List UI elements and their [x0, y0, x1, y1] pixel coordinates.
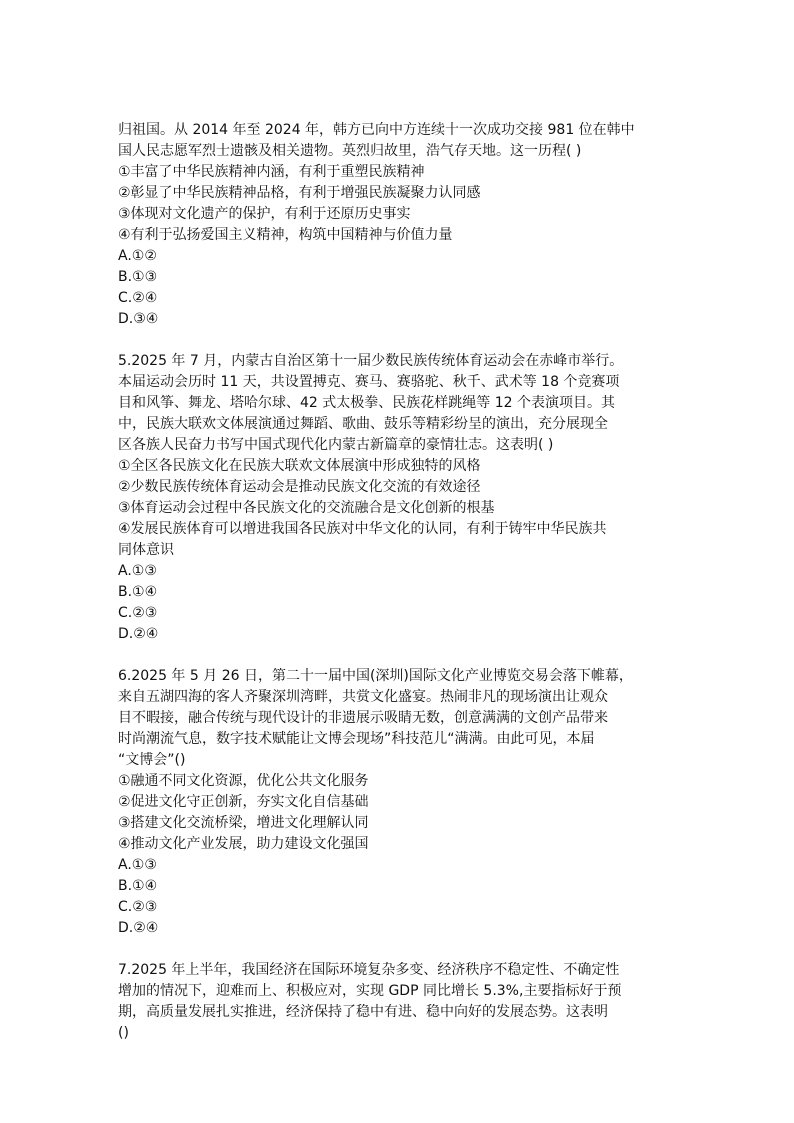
statement-1: ①丰富了中华民族精神内涵，有利于重塑民族精神	[118, 164, 425, 180]
statement-3: ③体现对文化遗产的保护，有利于还原历史事实	[118, 206, 411, 222]
question-stem-line: 归祖国。从 2014 年至 2024 年，韩方已向中方连续十一次成功交接 981 位在韩中	[118, 122, 635, 138]
statement-3: ③搭建文化交流桥梁，增进文化理解认同	[118, 815, 369, 831]
statement-2: ②促进文化守正创新，夯实文化自信基础	[118, 794, 369, 810]
question-stem-line: 本届运动会历时 11 天，共设置搏克、赛马、赛骆驼、秋千、武术等 18 个竞赛项	[118, 374, 620, 390]
question-6	[118, 666, 688, 939]
document-page	[118, 120, 688, 1065]
question-stem-line: 6.2025 年 5 月 26 日，第二十一届中国(深圳)国际文化产业博览交易会落下帷幕，	[118, 668, 633, 684]
question-7	[118, 960, 688, 1044]
option-c: C.②③	[118, 899, 158, 915]
question-stem-line: 期，高质量发展扎实推进，经济保持了稳中有进、稳中向好的发展态势。这表明	[118, 1004, 608, 1020]
question-5	[118, 351, 688, 645]
option-b: B.①④	[118, 878, 158, 894]
question-stem-line: “文博会”()	[118, 752, 186, 768]
option-b: B.①③	[118, 269, 158, 285]
question-stem-line: 来自五湖四海的客人齐聚深圳湾畔，共赏文化盛宴。热闹非凡的现场演出让观众	[118, 689, 608, 705]
option-c: C.②③	[118, 605, 158, 621]
question-stem-line: ()	[118, 1025, 129, 1041]
question-stem-line: 目和风筝、舞龙、塔哈尔球、42 式太极拳、民族花样跳绳等 12 个表演项目。其	[118, 395, 615, 411]
question-stem-line: 国人民志愿军烈士遗骸及相关遗物。英烈归故里，浩气存天地。这一历程( )	[118, 143, 582, 159]
statement-4: ④有利于弘扬爱国主义精神，构筑中国精神与价值力量	[118, 227, 453, 243]
option-c: C.②④	[118, 290, 158, 306]
statement-1: ①全区各民族文化在民族大联欢文体展演中形成独特的风格	[118, 458, 481, 474]
option-d: D.③④	[118, 311, 159, 327]
statement-4-continued: 同体意识	[118, 542, 174, 558]
option-a: A.①③	[118, 857, 157, 873]
question-stem-line: 时尚潮流气息，数字技术赋能让文博会现场”科技范儿“满满。由此可见，本届	[118, 731, 595, 747]
question-stem-line: 中，民族大联欢文体展演通过舞蹈、歌曲、鼓乐等精彩纷呈的演出，充分展现全	[118, 416, 608, 432]
option-d: D.②④	[118, 920, 159, 936]
statement-4: ④推动文化产业发展，助力建设文化强国	[118, 836, 369, 852]
question-4	[118, 120, 688, 330]
question-stem-line: 5.2025 年 7 月，内蒙古自治区第十一届少数民族传统体育运动会在赤峰市举行。	[118, 353, 624, 369]
question-stem-line: 增加的情况下，迎难而上、积极应对，实现 GDP 同比增长 5.3%,主要指标好于预	[118, 983, 622, 999]
question-stem-line: 目不暇接，融合传统与现代设计的非遗展示吸睛无数，创意满满的文创产品带来	[118, 710, 608, 726]
option-d: D.②④	[118, 626, 159, 642]
statement-2: ②少数民族传统体育运动会是推动民族文化交流的有效途径	[118, 479, 481, 495]
question-stem-line: 7.2025 年上半年，我国经济在国际环境复杂多变、经济秩序不稳定性、不确定性	[118, 962, 620, 978]
statement-3: ③体育运动会过程中各民族文化的交流融合是文化创新的根基	[118, 500, 495, 516]
option-a: A.①③	[118, 563, 157, 579]
statement-4: ④发展民族体育可以增进我国各民族对中华文化的认同，有利于铸牢中华民族共	[118, 521, 607, 537]
question-stem-line: 区各族人民奋力书写中国式现代化内蒙古新篇章的豪情壮志。这表明( )	[118, 437, 554, 453]
option-a: A.①②	[118, 248, 157, 264]
option-b: B.①④	[118, 584, 158, 600]
statement-1: ①融通不同文化资源，优化公共文化服务	[118, 773, 369, 789]
statement-2: ②彰显了中华民族精神品格，有利于增强民族凝聚力认同感	[118, 185, 481, 201]
